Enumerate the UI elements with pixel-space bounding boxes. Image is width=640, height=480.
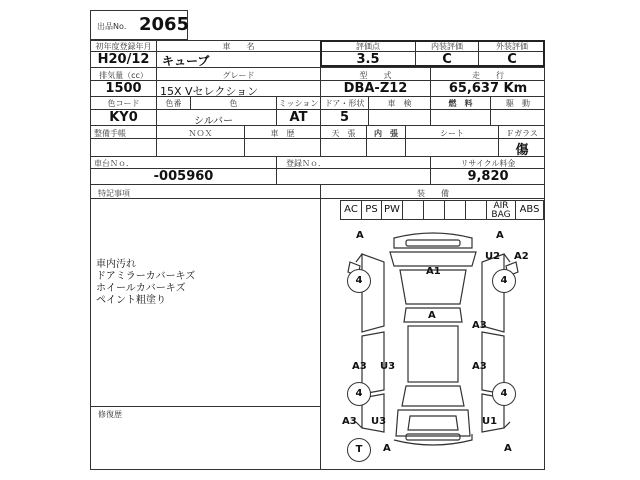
exterior-score-value: C: [507, 52, 517, 67]
notes-list: [96, 259, 195, 307]
damage-mark: A3: [472, 320, 487, 331]
damage-mark: A3: [352, 361, 367, 372]
lot-number-box: [90, 10, 188, 40]
nox-header: ＮＯＸ: [188, 129, 213, 138]
note-item: ホイールカバーキズ: [96, 283, 186, 294]
equipment-title: 装 備: [417, 189, 449, 198]
equipment-abs: ABS: [515, 200, 544, 220]
reg-year-header: 初年度登録年月: [95, 42, 152, 51]
equipment-ac: AC: [340, 200, 362, 220]
color-code-value: KY0: [109, 110, 138, 125]
notes-title: 特記事項: [98, 189, 130, 198]
note-item: ペイント粗塗り: [96, 295, 166, 306]
car-name-value: キューブ: [162, 54, 210, 68]
lot-number-value: 2065: [139, 14, 190, 35]
recycle-value: 9,820: [467, 169, 509, 184]
exterior-score-header: 外装評価: [496, 42, 528, 51]
lot-number-label: 出品No．: [97, 22, 132, 31]
damage-mark: U3: [380, 361, 396, 372]
doors-value: 5: [339, 110, 350, 125]
score-value: 3.5: [356, 52, 380, 67]
model-header: 型 式: [359, 71, 392, 80]
equipment-airbag: AIR BAG: [486, 200, 516, 220]
equipment-row: [340, 200, 544, 220]
tire-rear-left: 4: [347, 382, 371, 406]
recycle-header: リサイクル料金: [460, 159, 516, 168]
mission-value: AT: [289, 110, 308, 125]
history-header: 車 歴: [270, 129, 295, 138]
damage-mark: A: [504, 443, 512, 454]
damage-mark: A: [496, 230, 504, 241]
note-item: ドアミラーカバーキズ: [96, 271, 196, 282]
damage-mark: A2: [514, 251, 529, 262]
color-code-header: 色コード: [107, 99, 140, 108]
mission-header: ミッション: [278, 99, 319, 108]
interior-score-header: 内装評価: [431, 42, 463, 51]
displacement-header: 排気量（cc）: [99, 71, 148, 80]
interior-score-value: C: [442, 52, 452, 67]
tire-front-right: 4: [492, 269, 516, 293]
damage-mark: A: [428, 310, 436, 321]
manual-header: 整備手帳: [94, 129, 126, 138]
equipment-blank-4: [465, 200, 487, 220]
chassis-header: 車台Ｎｏ．: [94, 159, 134, 168]
damage-mark: A: [383, 443, 391, 454]
equipment-ps: PS: [361, 200, 382, 220]
tire-front-left: 4: [347, 269, 371, 293]
seat-header: シート: [440, 129, 464, 138]
color-header: 色: [229, 99, 238, 108]
interior-trim-header: 内 張: [374, 129, 398, 138]
damage-mark: U3: [371, 416, 387, 427]
car-name-header: 車 名: [222, 42, 255, 51]
color-value: シルバー: [194, 116, 234, 127]
mileage-header: 走 行: [472, 71, 504, 80]
model-value: DBA-Z12: [343, 81, 408, 96]
grade-value: 15X Vセレクション: [160, 85, 259, 98]
damage-mark: U2: [485, 251, 501, 262]
damage-mark: A3: [342, 416, 357, 427]
reg-no-header: 登録Ｎｏ．: [286, 159, 326, 168]
equipment-blank-3: [444, 200, 466, 220]
fglass-header: Ｆガラス: [506, 129, 538, 138]
sunroof-header: 天 張: [331, 129, 356, 138]
displacement-value: 1500: [105, 81, 142, 96]
damage-mark: U1: [482, 416, 498, 427]
repair-history-title: 修復歴: [98, 410, 122, 419]
color-number-header: 色番: [165, 99, 182, 108]
score-header: 評価点: [356, 42, 380, 51]
note-item: 車内汚れ: [96, 259, 136, 270]
reg-year-value: H20/12: [97, 52, 150, 67]
fuel-header: 燃 料: [448, 99, 473, 108]
chassis-value: -005960: [153, 169, 214, 184]
spare-tire: T: [347, 438, 371, 462]
fglass-value: 傷: [515, 143, 529, 158]
drive-header: 駆 動: [506, 99, 530, 108]
damage-mark: A1: [426, 266, 441, 277]
doors-header: ドア・形状: [324, 99, 365, 108]
damage-mark: A3: [472, 361, 487, 372]
grade-header: グレード: [222, 71, 255, 80]
mileage-value: 65,637 Km: [448, 81, 528, 96]
equipment-pw: PW: [381, 200, 403, 220]
damage-mark: A: [356, 230, 364, 241]
inspection-header: 車 検: [387, 99, 412, 108]
equipment-blank-1: [402, 200, 424, 220]
equipment-blank-2: [423, 200, 445, 220]
tire-rear-right: 4: [492, 382, 516, 406]
car-damage-diagram: [322, 222, 544, 468]
